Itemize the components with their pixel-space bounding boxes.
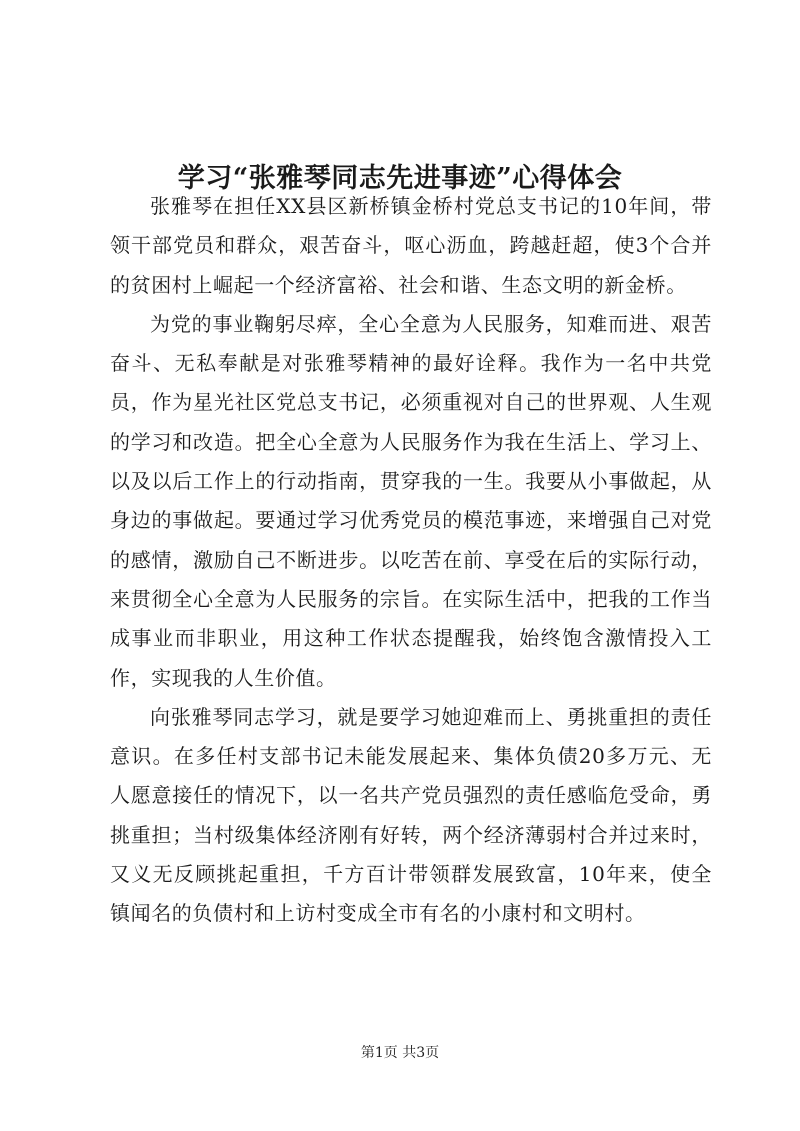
paragraph-3: 向张雅琴同志学习，就是要学习她迎难而上、勇挑重担的责任意识。在多任村支部书记未能发展起来、集体负债20多万元、无人愿意接任的情况下，以一名共产党员强烈的责任感临危受命，勇挑重担；当村级集体经济刚有好转，两个经济薄弱村合并过来时，又义无反顾挑起重担，千方百计带领群发展致富，10年来，使全镇闻名的负债村和上访村变成全市有名的小康村和文明村。 — [110, 704, 712, 926]
paragraph-2: 为党的事业鞠躬尽瘁，全心全意为人民服务，知难而进、艰苦奋斗、无私奉献是对张雅琴精神的最好诠释。我作为一名中共党员，作为星光社区党总支书记，必须重视对自己的世界观、人生观的学习和改造。把全心全意为人民服务作为我在生活上、学习上、以及以后工作上的行动指南，贯穿我的一生。我要从小事做起，从身边的事做起。要通过学习优秀党员的模范事迹，来增强自己对党的感情，激励自己不断进步。以吃苦在前、享受在后的实际行动，来贯彻全心全意为人民服务的宗旨。在实际生活中，把我的工作当成事业而非职业，用这种工作状态提醒我，始终饱含激情投入工作，实现我的人生价值。 — [110, 311, 712, 690]
document-title: 学习“张雅琴同志先进事迹”心得体会 — [177, 163, 623, 195]
paragraph-1: 张雅琴在担任XX县区新桥镇金桥村党总支书记的10年间，带领干部党员和群众，艰苦奋斗，呕心沥血，跨越赶超，使3个合并的贫困村上崛起一个经济富裕、社会和谐、生态文明的新金桥。 — [110, 194, 712, 297]
document-body — [110, 187, 712, 934]
page-number-footer: 第1页 共3页 — [360, 1045, 440, 1061]
